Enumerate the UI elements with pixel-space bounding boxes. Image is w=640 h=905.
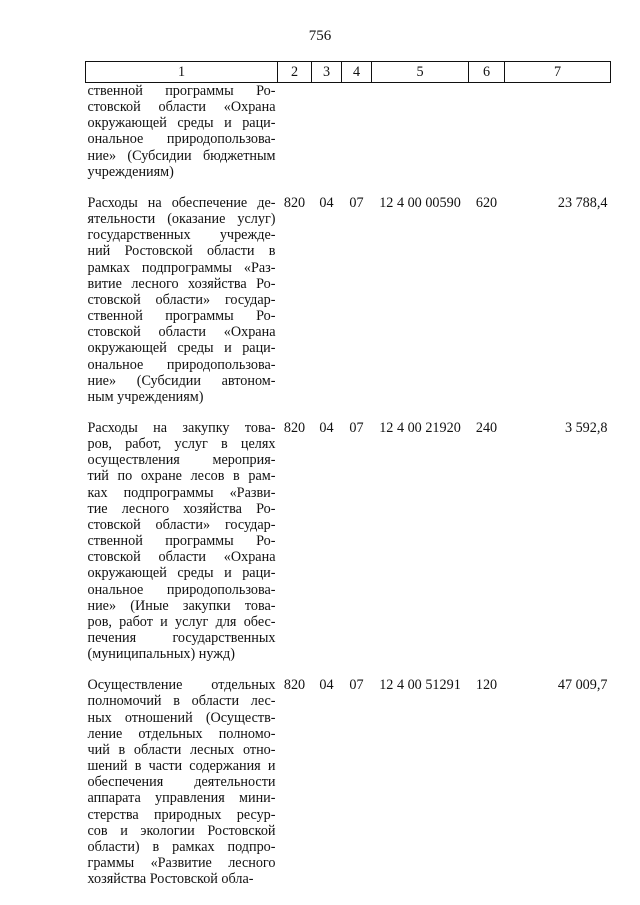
description-line: учреждениям)	[87, 163, 174, 180]
description-line: Осуществление отдельных	[87, 677, 276, 694]
description-line: ках подпрограммы «Разви-	[87, 484, 276, 501]
description-line: ственной программы Ро-	[87, 308, 276, 325]
description-line: стовской области «Охрана	[87, 324, 276, 341]
description-line: тий по охране лесов в рам-	[87, 468, 276, 485]
expense-type-cell	[469, 83, 505, 195]
description-line: ным учреждениям)	[87, 388, 204, 405]
page-number: 756	[308, 28, 332, 44]
description-line: окружающей среды и раци-	[87, 340, 276, 357]
description-line: ров, работ и услуг для обес-	[87, 613, 276, 630]
description-line: хозяйства Ростовской обла-	[87, 871, 254, 888]
expense-type-cell: 240	[475, 419, 498, 436]
table-row	[86, 420, 611, 677]
description-line: стерства природных ресур-	[87, 806, 276, 823]
description-cell	[86, 420, 278, 677]
column-header-2: 2	[278, 62, 312, 83]
description-line: ственной программы Ро-	[87, 83, 276, 99]
description-line: стовской области» государ-	[87, 291, 276, 308]
column-header-1: 1	[86, 62, 278, 83]
table-header	[86, 62, 611, 83]
table-row	[86, 83, 611, 195]
description-cell	[86, 195, 278, 420]
description-line: ных отношений (Осуществ-	[87, 709, 276, 726]
description-line: ление отдельных полномо-	[87, 725, 276, 742]
description-line: печения государственных	[87, 630, 276, 646]
description-line: граммы «Развитие лесного	[87, 855, 276, 872]
description-line: окружающей среды и раци-	[87, 115, 276, 132]
section-code-cell: 04	[319, 419, 334, 436]
ministry-code-cell: 820	[283, 677, 306, 694]
description-line: ние» (Субсидии автоном-	[87, 372, 276, 389]
subsection-code-cell: 07	[349, 419, 364, 436]
description-line: стовской области» государ-	[87, 516, 276, 533]
table-row	[86, 677, 611, 887]
description-cell	[86, 83, 278, 195]
subsection-code-cell: 07	[349, 194, 364, 211]
description-line: обеспечения деятельности	[87, 774, 276, 791]
description-line: государственных учрежде-	[87, 227, 276, 244]
section-code-cell: 04	[319, 194, 334, 211]
amount-cell: 3 592,8	[564, 419, 608, 436]
description-line: ров, работ, услуг в целях	[87, 436, 276, 453]
description-line: сов и экологии Ростовской	[87, 822, 276, 839]
table-body	[86, 83, 611, 888]
description-line: полномочий в области лес-	[87, 693, 276, 710]
description-line: стовской области «Охрана	[87, 549, 276, 566]
description-line: рамках подпрограммы «Раз-	[87, 259, 276, 276]
ministry-code-cell: 820	[283, 419, 306, 436]
description-line: ятельности (оказание услуг)	[87, 211, 276, 228]
table-row	[86, 195, 611, 420]
description-line: стовской области «Охрана	[87, 99, 276, 116]
subsection-code-cell: 07	[349, 677, 364, 694]
description-line: ональное природопользова-	[87, 356, 276, 373]
description-line: ние» (Иные закупки това-	[87, 597, 276, 614]
ministry-code-cell	[278, 83, 312, 195]
description-line: (муниципальных) нужд)	[87, 646, 235, 663]
target-article-cell: 12 4 00 51291	[379, 677, 461, 694]
amount-cell	[505, 83, 611, 195]
target-article-cell: 12 4 00 21920	[379, 419, 461, 436]
column-header-7: 7	[505, 62, 611, 83]
description-line: ние» (Субсидии бюджетным	[87, 147, 276, 164]
description-line: чий в области лесных отно-	[87, 741, 276, 758]
description-line: ний Ростовской области в	[87, 243, 276, 260]
description-line: осуществления мероприя-	[87, 452, 276, 469]
description-cell	[86, 677, 278, 887]
description-line: тие лесного хозяйства Ро-	[87, 500, 276, 517]
description-line: окружающей среды и раци-	[87, 565, 276, 582]
expense-type-cell: 120	[475, 677, 498, 694]
column-header-3: 3	[312, 62, 342, 83]
subsection-code-cell	[342, 83, 372, 195]
description-line: Расходы на закупку това-	[87, 419, 276, 436]
budget-table	[85, 61, 611, 887]
description-line: ональное природопользова-	[87, 131, 276, 148]
header-row	[86, 62, 611, 83]
description-line: ственной программы Ро-	[87, 533, 276, 550]
column-header-5: 5	[372, 62, 469, 83]
target-article-cell	[372, 83, 469, 195]
column-header-6: 6	[469, 62, 505, 83]
description-line: витие лесного хозяйства Ро-	[87, 275, 276, 292]
description-line: Расходы на обеспечение де-	[87, 194, 276, 211]
column-header-4: 4	[342, 62, 372, 83]
description-line: ональное природопользова-	[87, 581, 276, 598]
section-code-cell	[312, 83, 342, 195]
description-line: области) в рамках подпро-	[87, 838, 276, 855]
description-line: аппарата управления мини-	[87, 790, 276, 807]
description-line: шений в части содержания и	[87, 758, 276, 775]
section-code-cell: 04	[319, 677, 334, 694]
amount-cell: 47 009,7	[557, 677, 608, 694]
expense-type-cell: 620	[475, 194, 498, 211]
amount-cell: 23 788,4	[557, 194, 608, 211]
target-article-cell: 12 4 00 00590	[379, 194, 461, 211]
ministry-code-cell: 820	[283, 194, 306, 211]
